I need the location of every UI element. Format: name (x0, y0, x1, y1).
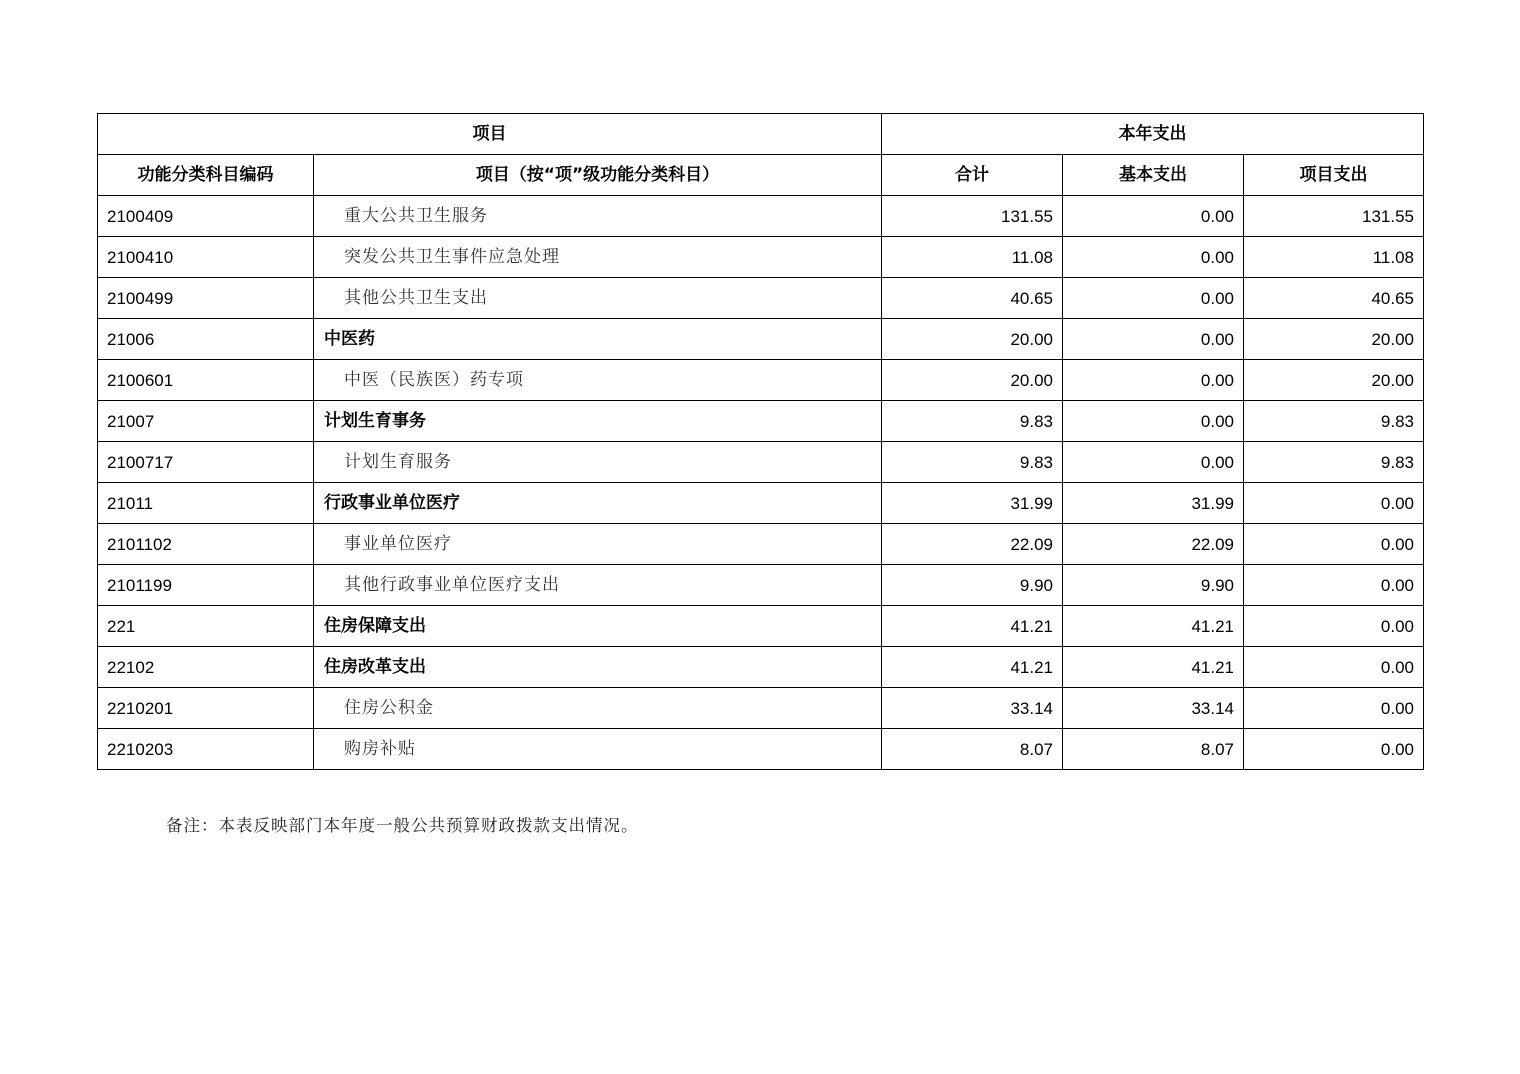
cell-project: 131.55 (1244, 196, 1424, 237)
header-annual-expenditure: 本年支出 (882, 114, 1424, 155)
table-body (98, 196, 1424, 770)
cell-project: 40.65 (1244, 278, 1424, 319)
table-row (98, 647, 1424, 688)
cell-project: 20.00 (1244, 360, 1424, 401)
cell-project: 0.00 (1244, 688, 1424, 729)
cell-code: 21006 (98, 319, 314, 360)
cell-total: 9.83 (882, 442, 1063, 483)
cell-name: 其他行政事业单位医疗支出 (314, 565, 882, 606)
cell-project: 9.83 (1244, 401, 1424, 442)
cell-code: 2100499 (98, 278, 314, 319)
cell-basic: 22.09 (1063, 524, 1244, 565)
cell-project: 9.83 (1244, 442, 1424, 483)
cell-project: 0.00 (1244, 565, 1424, 606)
cell-name: 行政事业单位医疗 (314, 483, 882, 524)
cell-total: 11.08 (882, 237, 1063, 278)
cell-project: 0.00 (1244, 524, 1424, 565)
header-name: 项目（按“项”级功能分类科目） (314, 155, 882, 196)
cell-code: 2101102 (98, 524, 314, 565)
cell-total: 8.07 (882, 729, 1063, 770)
cell-total: 131.55 (882, 196, 1063, 237)
cell-basic: 0.00 (1063, 319, 1244, 360)
cell-code: 2210203 (98, 729, 314, 770)
cell-name: 事业单位医疗 (314, 524, 882, 565)
cell-code: 2100717 (98, 442, 314, 483)
cell-basic: 33.14 (1063, 688, 1244, 729)
cell-basic: 0.00 (1063, 442, 1244, 483)
cell-basic: 0.00 (1063, 360, 1244, 401)
cell-total: 22.09 (882, 524, 1063, 565)
cell-total: 33.14 (882, 688, 1063, 729)
cell-code: 22102 (98, 647, 314, 688)
header-row-sub (98, 155, 1424, 196)
table-row (98, 237, 1424, 278)
cell-code: 21007 (98, 401, 314, 442)
cell-name: 重大公共卫生服务 (314, 196, 882, 237)
cell-code: 2100410 (98, 237, 314, 278)
cell-project: 20.00 (1244, 319, 1424, 360)
cell-total: 20.00 (882, 360, 1063, 401)
cell-project: 0.00 (1244, 483, 1424, 524)
cell-basic: 8.07 (1063, 729, 1244, 770)
table-row (98, 401, 1424, 442)
footnote: 备注：本表反映部门本年度一般公共预算财政拨款支出情况。 (166, 816, 639, 835)
table-row (98, 278, 1424, 319)
cell-code: 2100409 (98, 196, 314, 237)
cell-total: 31.99 (882, 483, 1063, 524)
cell-total: 20.00 (882, 319, 1063, 360)
header-row-top (98, 114, 1424, 155)
header-code: 功能分类科目编码 (98, 155, 314, 196)
cell-total: 40.65 (882, 278, 1063, 319)
cell-basic: 41.21 (1063, 606, 1244, 647)
table-row (98, 442, 1424, 483)
cell-total: 41.21 (882, 606, 1063, 647)
header-basic: 基本支出 (1063, 155, 1244, 196)
cell-basic: 0.00 (1063, 278, 1244, 319)
cell-name: 计划生育服务 (314, 442, 882, 483)
cell-basic: 0.00 (1063, 401, 1244, 442)
budget-table (97, 113, 1424, 770)
cell-basic: 41.21 (1063, 647, 1244, 688)
cell-basic: 9.90 (1063, 565, 1244, 606)
cell-code: 21011 (98, 483, 314, 524)
cell-total: 41.21 (882, 647, 1063, 688)
cell-name: 中医（民族医）药专项 (314, 360, 882, 401)
table-row (98, 688, 1424, 729)
cell-code: 221 (98, 606, 314, 647)
cell-total: 9.90 (882, 565, 1063, 606)
table-row (98, 483, 1424, 524)
cell-name: 住房改革支出 (314, 647, 882, 688)
cell-code: 2101199 (98, 565, 314, 606)
cell-code: 2210201 (98, 688, 314, 729)
header-project-expenditure: 项目支出 (1244, 155, 1424, 196)
cell-name: 突发公共卫生事件应急处理 (314, 237, 882, 278)
cell-project: 0.00 (1244, 647, 1424, 688)
cell-name: 中医药 (314, 319, 882, 360)
header-project: 项目 (98, 114, 882, 155)
table-row (98, 606, 1424, 647)
table-row (98, 729, 1424, 770)
cell-name: 其他公共卫生支出 (314, 278, 882, 319)
cell-total: 9.83 (882, 401, 1063, 442)
cell-name: 住房保障支出 (314, 606, 882, 647)
table-row (98, 565, 1424, 606)
cell-name: 计划生育事务 (314, 401, 882, 442)
table-row (98, 360, 1424, 401)
cell-code: 2100601 (98, 360, 314, 401)
table-row (98, 524, 1424, 565)
cell-basic: 31.99 (1063, 483, 1244, 524)
cell-basic: 0.00 (1063, 196, 1244, 237)
header-total: 合计 (882, 155, 1063, 196)
cell-name: 购房补贴 (314, 729, 882, 770)
cell-project: 11.08 (1244, 237, 1424, 278)
cell-basic: 0.00 (1063, 237, 1244, 278)
table-row (98, 196, 1424, 237)
cell-project: 0.00 (1244, 729, 1424, 770)
cell-project: 0.00 (1244, 606, 1424, 647)
table-row (98, 319, 1424, 360)
cell-name: 住房公积金 (314, 688, 882, 729)
